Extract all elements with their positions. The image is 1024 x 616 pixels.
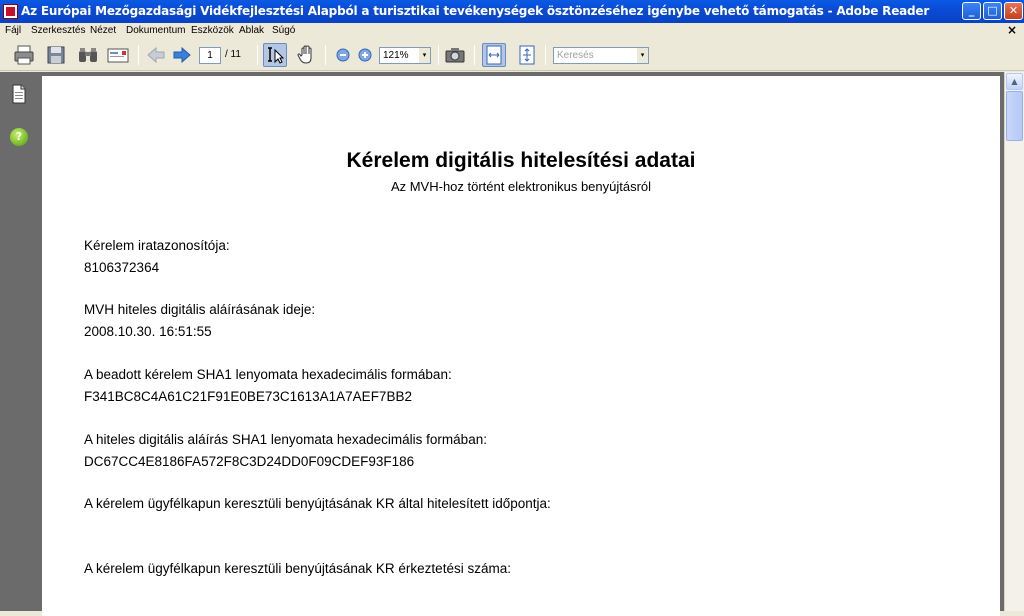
document-page: [42, 76, 1000, 616]
maximize-button[interactable]: □: [983, 2, 1002, 20]
select-text-tool-icon[interactable]: [263, 43, 287, 67]
email-icon[interactable]: [106, 43, 130, 67]
menu-tools[interactable]: Eszközök: [191, 25, 234, 36]
menu-window[interactable]: Ablak: [239, 25, 265, 36]
vertical-scrollbar[interactable]: [1004, 72, 1024, 611]
pages-icon[interactable]: [11, 84, 27, 104]
zoom-out-icon[interactable]: [331, 43, 355, 67]
scrollbar-thumb[interactable]: [1006, 91, 1023, 141]
field-label: Kérelem iratazonosítója:: [84, 238, 230, 253]
page-total-label: / 11: [225, 49, 241, 60]
scroll-up-icon[interactable]: ▲: [1006, 73, 1023, 90]
field-label: A kérelem ügyfélkapun keresztüli benyújtásának KR érkeztetési száma:: [84, 561, 511, 576]
field-label: A kérelem ügyfélkapun keresztüli benyújtásának KR által hitelesített időpontja:: [84, 496, 551, 511]
toolbar-separator: [325, 45, 326, 65]
toolbar-separator: [438, 45, 439, 65]
save-icon[interactable]: [44, 43, 68, 67]
menu-document[interactable]: Dokumentum: [126, 25, 186, 36]
chevron-down-icon[interactable]: ▾: [637, 48, 648, 63]
fit-page-icon[interactable]: [515, 43, 539, 67]
field-value: F341BC8C4A61C21F91E0BE73C1613A1A7AEF7BB2: [84, 389, 412, 404]
current-page-input[interactable]: 1: [199, 47, 221, 64]
snapshot-camera-icon[interactable]: [443, 43, 467, 67]
chevron-down-icon[interactable]: ▾: [419, 48, 430, 63]
menu-view[interactable]: Nézet: [90, 25, 117, 36]
zoom-level-select[interactable]: [379, 47, 431, 64]
find-binoculars-icon[interactable]: [76, 43, 100, 67]
document-area: [40, 72, 1004, 611]
menu-file[interactable]: Fájl: [5, 25, 22, 36]
toolbar: [0, 39, 1024, 71]
next-page-icon[interactable]: [170, 43, 194, 67]
field-label: A hiteles digitális aláírás SHA1 lenyomata hexadecimális formában:: [84, 432, 487, 447]
previous-page-icon[interactable]: [144, 43, 168, 67]
field-value: 2008.10.30. 16:51:55: [84, 324, 212, 339]
help-icon[interactable]: ?: [10, 128, 28, 146]
toolbar-separator: [545, 45, 546, 65]
document-title: Kérelem digitális hitelesítési adatai: [346, 149, 696, 172]
title-bar: [0, 0, 1024, 23]
close-button[interactable]: ✕: [1004, 2, 1023, 20]
field-value: 8106372364: [84, 260, 160, 275]
zoom-in-icon[interactable]: [353, 43, 377, 67]
print-icon[interactable]: [12, 43, 36, 67]
toolbar-separator: [138, 45, 139, 65]
search-input[interactable]: [553, 47, 649, 64]
window-title: Az Európai Mezőgazdasági Vidékfejlesztési Alapból a turisztikai tevékenységek ösztönzéséhez igénybe vehető támogatás - Adobe Reader: [21, 4, 930, 18]
menu-bar: [0, 23, 1024, 39]
field-label: A beadott kérelem SHA1 lenyomata hexadecimális formában:: [84, 367, 452, 382]
zoom-level-value: 121%: [383, 50, 409, 61]
minimize-button[interactable]: _: [962, 2, 981, 20]
document-subtitle: Az MVH-hoz történt elektronikus benyújtásról: [390, 179, 652, 194]
field-value: DC67CC4E8186FA572F8C3D24DD0F09CDEF93F186: [84, 454, 415, 469]
field-label: MVH hiteles digitális aláírásának ideje:: [84, 302, 316, 317]
fit-width-icon[interactable]: [482, 43, 506, 67]
document-close-icon[interactable]: ×: [1007, 23, 1018, 37]
menu-edit[interactable]: Szerkesztés: [31, 25, 86, 36]
toolbar-separator: [257, 45, 258, 65]
adobe-reader-icon: [3, 4, 18, 19]
hand-tool-icon[interactable]: [295, 43, 319, 67]
search-placeholder: Keresés: [557, 50, 594, 61]
menu-help[interactable]: Súgó: [272, 25, 296, 36]
toolbar-separator: [474, 45, 475, 65]
navigation-panel: [0, 72, 40, 611]
